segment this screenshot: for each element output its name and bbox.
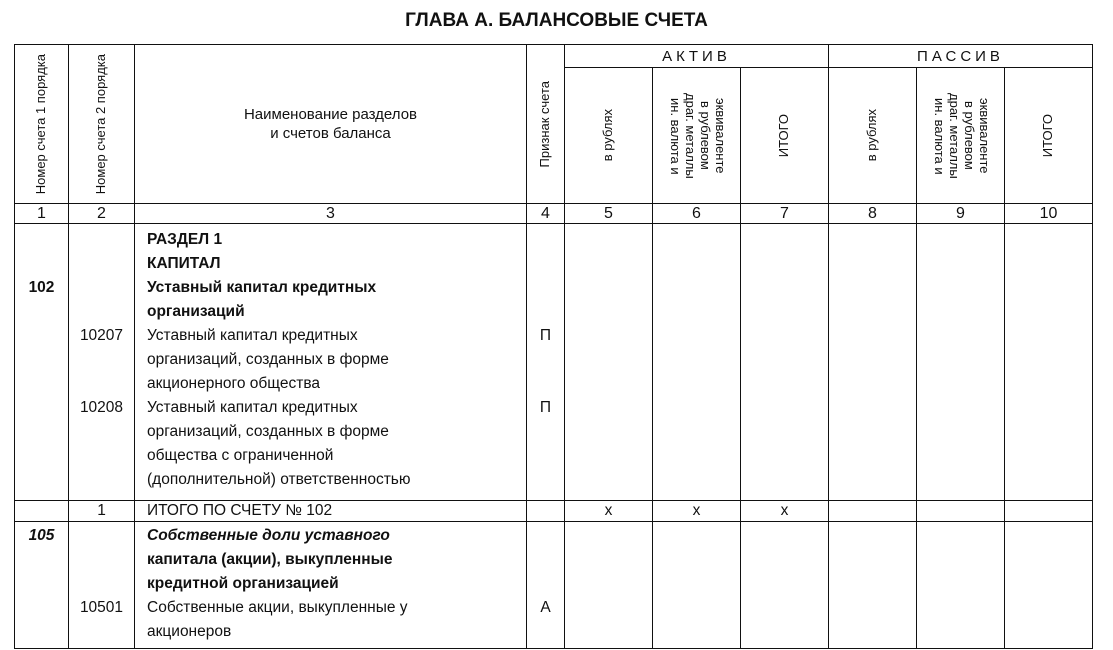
total-102-x-col5: x [565, 501, 653, 522]
total-102-row [15, 501, 1093, 522]
empty-cell [15, 501, 69, 522]
header-aktiv-val: ин. валюта и драг. металлы в рублевом эквиваленте [653, 68, 741, 204]
account-102-num-cell [15, 224, 69, 501]
empty-cell [653, 224, 741, 501]
colnum: 10 [1005, 204, 1093, 224]
colnum: 3 [135, 204, 527, 224]
account-102-title: Уставный капитал кредитных [147, 279, 377, 296]
colnum: 9 [917, 204, 1005, 224]
empty-cell [1005, 224, 1093, 501]
empty-cell [917, 522, 1005, 649]
chapter-title: ГЛАВА А. БАЛАНСОВЫЕ СЧЕТА [405, 10, 708, 31]
subaccount-10501-sign: А [540, 599, 551, 616]
empty-cell [829, 522, 917, 649]
total-102-label: ИТОГО ПО СЧЕТУ № 102 [135, 501, 527, 522]
account-105-num: 105 [15, 522, 69, 649]
account-105-block [15, 522, 1093, 649]
empty-cell [829, 501, 917, 522]
empty-cell [565, 522, 653, 649]
subaccount-num-cell [69, 224, 135, 501]
account-102-num: 102 [28, 279, 55, 296]
total-102-x-col7: x [741, 501, 829, 522]
header-aktiv-rub: в рублях [565, 68, 653, 204]
colnum: 4 [527, 204, 565, 224]
empty-cell [653, 522, 741, 649]
colnum: 5 [565, 204, 653, 224]
total-102-num: 1 [69, 501, 135, 522]
empty-cell [741, 224, 829, 501]
empty-cell [1005, 522, 1093, 649]
header-col2: Номер счета 2 порядка [69, 45, 135, 204]
account-sign-cell [527, 522, 565, 649]
column-number-row [15, 204, 1093, 224]
empty-cell [527, 501, 565, 522]
total-102-x-col6: x [653, 501, 741, 522]
subaccount-num-cell [69, 522, 135, 649]
colnum: 2 [69, 204, 135, 224]
section-label: РАЗДЕЛ 1 [147, 231, 223, 248]
balance-table [14, 44, 1093, 649]
header-col4: Признак счета [527, 45, 565, 204]
subaccount-10208-name: Уставный капитал кредитных [147, 399, 358, 416]
header-aktiv: АКТИВ [565, 45, 829, 68]
subaccount-10208-num: 10208 [79, 399, 124, 416]
account-105-names: Собственные доли уставного капитала (акции), выкупленные кредитной организацией Собственные акции, выкупленные у акционеров [135, 522, 527, 649]
colnum: 1 [15, 204, 69, 224]
header-passiv: ПАССИВ [829, 45, 1093, 68]
empty-cell [741, 522, 829, 649]
subaccount-10208-sign: П [539, 399, 552, 416]
colnum: 8 [829, 204, 917, 224]
account-102-names: РАЗДЕЛ 1 КАПИТАЛ Уставный капитал кредитных организаций Уставный капитал кредитных организаций, созданных в форме акционерного общества Уставный капитал кредитных организаций, созданных в форме общества с ограниченной (дополнительной) ответственностью [135, 224, 527, 501]
header-col1: Номер счета 1 порядка [15, 45, 69, 204]
subaccount-10207-sign: П [539, 327, 552, 344]
subaccount-10207-name: Уставный капитал кредитных [147, 327, 358, 344]
empty-cell [917, 224, 1005, 501]
header-passiv-itogo: ИТОГО [1005, 68, 1093, 204]
colnum: 6 [653, 204, 741, 224]
account-sign-cell [527, 224, 565, 501]
colnum: 7 [741, 204, 829, 224]
empty-cell [829, 224, 917, 501]
subaccount-10207-num: 10207 [79, 327, 124, 344]
empty-cell [565, 224, 653, 501]
empty-cell [917, 501, 1005, 522]
account-105-title: Собственные доли уставного [147, 527, 390, 544]
header-col3: Наименование разделов и счетов баланса [135, 45, 527, 204]
header-passiv-val: ин. валюта и драг. металлы в рублевом эквиваленте [917, 68, 1005, 204]
section-name: КАПИТАЛ [147, 255, 221, 272]
subaccount-10501-num: 10501 [79, 599, 124, 616]
header-aktiv-itogo: ИТОГО [741, 68, 829, 204]
empty-cell [1005, 501, 1093, 522]
header-passiv-rub: в рублях [829, 68, 917, 204]
subaccount-10501-name: Собственные акции, выкупленные у [147, 599, 408, 616]
account-102-block [15, 224, 1093, 501]
